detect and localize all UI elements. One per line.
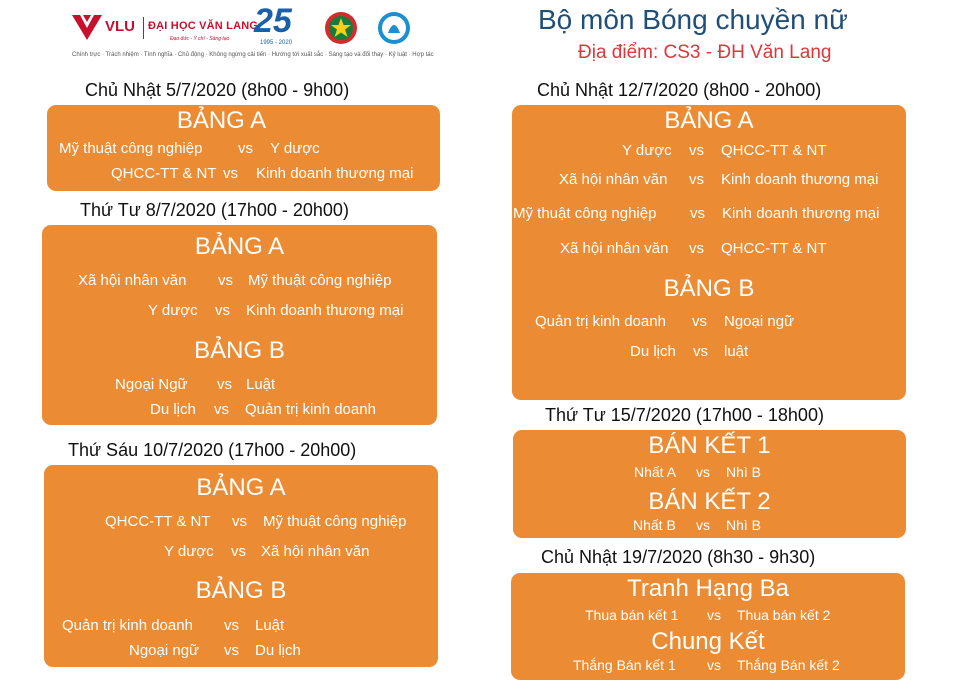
group-title: BẢNG B [663, 275, 755, 302]
group-title: BẢNG A [194, 233, 285, 260]
team-away: Ngoại ngữ [724, 313, 795, 330]
vs-label: vs [696, 464, 710, 480]
team-away: Nhì B [726, 464, 762, 480]
team-away: Luật [255, 617, 285, 634]
vs-label: vs [696, 517, 710, 533]
match-row [511, 607, 905, 627]
match-row [42, 302, 437, 322]
schedule-date: Chủ Nhật 5/7/2020 (8h00 - 9h00) [85, 80, 350, 100]
page-title: Bộ môn Bóng chuyền nữ [538, 4, 848, 35]
team-home: Nhất B [633, 517, 676, 533]
vs-label: vs [692, 313, 707, 330]
team-home: Xã hội nhân văn [78, 272, 187, 289]
match-row [512, 313, 906, 333]
match-panel [513, 430, 906, 538]
vs-label: vs [689, 240, 704, 257]
match-row [42, 401, 437, 421]
university-slogan: Đạo đức - Ý chí - Sáng tạo [170, 36, 230, 42]
vs-label: vs [690, 205, 705, 222]
team-home: Du lịch [150, 401, 196, 418]
vs-label: vs [232, 513, 247, 530]
anniversary-number: 25 [254, 2, 292, 40]
team-away: Xã hội nhân văn [261, 543, 370, 560]
team-away: Mỹ thuật công nghiệp [263, 513, 407, 530]
schedule-date: Chủ Nhật 12/7/2020 (8h00 - 20h00) [537, 80, 822, 100]
team-away: QHCC-TT & NT [721, 240, 827, 257]
match-row [512, 205, 906, 225]
match-row [512, 142, 906, 162]
team-home: Y dược [164, 543, 214, 560]
group-title: BẢNG B [194, 337, 285, 364]
match-panel [511, 573, 905, 680]
vs-label: vs [231, 543, 246, 560]
match-row [512, 240, 906, 260]
match-row [44, 513, 438, 533]
schedule-date: Thứ Tư 8/7/2020 (17h00 - 20h00) [80, 200, 349, 220]
match-row [512, 171, 906, 191]
university-name: ĐẠI HỌC VĂN LANG [148, 20, 259, 32]
team-away: Y dược [270, 140, 320, 157]
semifinal-title: BÁN KẾT 2 [648, 488, 771, 515]
vs-label: vs [218, 272, 233, 289]
team-away: Quản trị kinh doanh [245, 401, 376, 418]
team-home: QHCC-TT & NT [105, 513, 211, 530]
match-row [42, 376, 437, 396]
vs-label: vs [707, 657, 721, 673]
schedule-date: Thứ Tư 15/7/2020 (17h00 - 18h00) [545, 405, 824, 425]
match-panel [44, 465, 438, 667]
team-home: Xã hội nhân văn [560, 240, 669, 257]
vs-label: vs [707, 607, 721, 623]
third-place-title: Tranh Hạng Ba [627, 575, 789, 602]
group-title: BẢNG B [195, 577, 287, 604]
match-row [44, 543, 438, 563]
youth-union-emblem-icon [324, 11, 358, 45]
location-text: Địa điểm: CS3 - ĐH Văn Lang [578, 42, 832, 63]
match-row [47, 140, 440, 160]
match-row [44, 642, 438, 662]
group-title: BẢNG A [664, 107, 754, 134]
schedule-date: Thứ Sáu 10/7/2020 (17h00 - 20h00) [68, 440, 357, 460]
team-away: Thua bán kết 2 [737, 607, 831, 623]
match-row [47, 165, 440, 185]
group-title: BẢNG A [196, 474, 286, 501]
team-away: Kinh doanh thương mại [721, 171, 879, 188]
student-association-emblem-icon [377, 11, 411, 45]
vs-label: vs [689, 142, 704, 159]
team-home: Ngoại ngữ [129, 642, 200, 659]
logo-bar [72, 2, 432, 48]
group-title: BẢNG A [176, 107, 267, 134]
match-row [513, 464, 906, 484]
match-row [512, 343, 906, 363]
team-away: Kinh doanh thương mại [256, 165, 414, 182]
team-home: Mỹ thuật công nghiệp [513, 205, 657, 222]
match-row [513, 517, 906, 537]
team-away: Nhì B [726, 517, 762, 533]
vs-label: vs [214, 401, 229, 418]
team-home: Nhất A [634, 464, 677, 480]
team-home: Thắng Bán kết 1 [573, 657, 676, 673]
core-values-line: Chính trực · Trách nhiệm · Tình nghĩa · Chủ động · Không ngừng cải tiến · Hướng tới xuất sắc · Sáng tạo và đổi thay · Kỷ luật · Hợp tác [72, 52, 434, 58]
team-home: QHCC-TT & NT [111, 165, 217, 182]
team-away: Kinh doanh thương mại [722, 205, 880, 222]
team-away: Thắng Bán kết 2 [737, 657, 840, 673]
vs-label: vs [238, 140, 253, 157]
match-panel [512, 105, 906, 400]
vs-label: vs [215, 302, 230, 319]
team-home: Y dược [622, 142, 672, 159]
match-row [511, 657, 905, 677]
logo-divider [143, 17, 144, 39]
anniversary-years: 1995 - 2020 [260, 40, 293, 46]
final-title: Chung Kết [651, 628, 765, 655]
match-row [42, 272, 437, 292]
vlu-wordmark: VLU [105, 18, 135, 35]
vs-label: vs [224, 642, 239, 659]
schedule-date: Chủ Nhật 19/7/2020 (8h30 - 9h30) [541, 547, 816, 567]
team-home: Y dược [148, 302, 198, 319]
semifinal-title: BÁN KẾT 1 [648, 432, 771, 459]
team-away: Luật [246, 376, 276, 393]
team-away: Mỹ thuật công nghiệp [248, 272, 392, 289]
team-home: Mỹ thuật công nghiệp [59, 140, 203, 157]
team-home: Du lịch [630, 343, 676, 360]
team-away: luật [724, 343, 749, 360]
team-away: Kinh doanh thương mại [246, 302, 404, 319]
match-row [44, 617, 438, 637]
team-away: Du lịch [255, 642, 301, 659]
match-panel [47, 105, 440, 191]
vs-label: vs [693, 343, 708, 360]
team-home: Quản trị kinh doanh [62, 617, 193, 634]
team-home: Xã hội nhân văn [559, 171, 668, 188]
vs-label: vs [224, 617, 239, 634]
team-home: Thua bán kết 1 [585, 607, 679, 623]
team-home: Quản trị kinh doanh [535, 313, 666, 330]
team-away: QHCC-TT & NT [721, 142, 827, 159]
vs-label: vs [689, 171, 704, 188]
match-panel [42, 225, 437, 425]
vs-label: vs [223, 165, 238, 182]
team-home: Ngoại Ngữ [115, 376, 188, 393]
vlu-logo-icon [72, 12, 102, 42]
vs-label: vs [217, 376, 232, 393]
